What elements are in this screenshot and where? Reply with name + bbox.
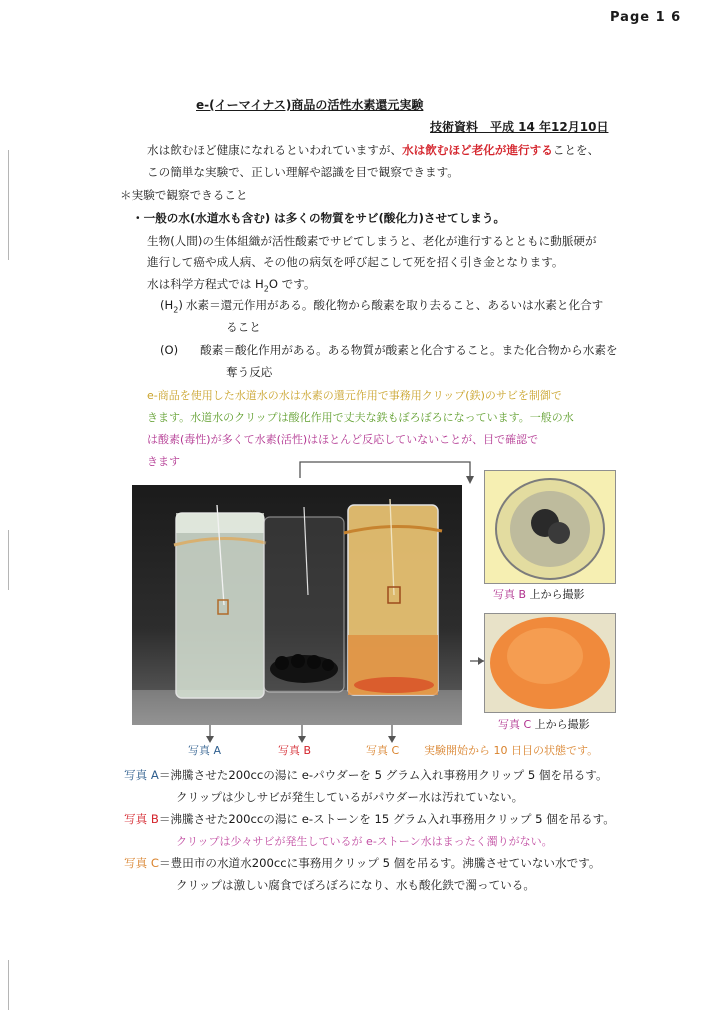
photo-c-illustration [485, 614, 615, 712]
intro-line-1: 水は飲むほど健康になれるといわれていますが、水は飲むほど老化が進行することを、 [147, 143, 600, 157]
intro-line-2: この簡単な実験で、正しい理解や認識を目で観察できます。 [147, 165, 459, 179]
page-number: Page 1 6 [610, 10, 682, 25]
orange-highlight-c [507, 628, 583, 684]
experiment-photo [132, 485, 462, 725]
bullet-statement: ・一般の水(水道水も含む) は多くの物質をサビ(酸化力)させてしまう。 [132, 211, 506, 225]
formula-line: 水は科学方程式では $H_2O$ です。 [147, 277, 316, 294]
paragraph-line-1: 生物(人間)の生体組織が活性酸素でサビてしまうと、老化が進行するとともに動脈硬が [147, 234, 597, 248]
paragraph-line-2: 進行して癌や成人病、その他の病気を呼び起こして死を招く引き金となります。 [147, 255, 564, 269]
photo-b-top-view [484, 470, 616, 584]
caption-b: 写真 B [278, 744, 312, 757]
glass-a-rim [176, 513, 264, 533]
hydrogen-line-cont: ること [226, 320, 261, 334]
colored-paragraph-line-2: きます。水道水のクリップは酸化作用で丈夫な鉄もぼろぼろになっています。一般の水 [147, 411, 574, 424]
colored-paragraph-line-1: e-商品を使用した水道水の水は水素の還元作用で事務用クリップ(鉄)のサビを制御で [147, 389, 562, 402]
colored-paragraph-line-4: きます [147, 455, 180, 468]
photo-b-illustration [485, 471, 615, 583]
stone [291, 654, 305, 668]
document-title: e-(イーマイナス)商品の活性水素還元実験 [196, 98, 424, 112]
arrow-to-photo-b-line [300, 462, 470, 478]
hydrogen-line: $(H_2)$ 水素＝還元作用がある。酸化物から酸素を取り去ること、あるいは水素と化合す [160, 298, 604, 315]
note-c: 写真 C＝豊田市の水道水200ccに事務用クリップ 5 個を吊るす。沸騰させていない水です。 [124, 856, 601, 870]
stones-top-b [548, 522, 570, 544]
stone [275, 656, 289, 670]
arrow-to-photo-b-head [466, 476, 474, 484]
caption-days: 実験開始から 10 日目の状態です。 [424, 744, 599, 757]
caption-c: 写真 C [366, 744, 400, 757]
rust-layer-c [354, 677, 434, 693]
note-a: 写真 A＝沸騰させた200ccの湯に e-パウダーを 5 グラム入れ事務用クリップ 5 個を吊るす。 [124, 768, 608, 782]
colored-paragraph-line-3: は酸素(毒性)が多くて水素(活性)はほとんど反応していないことが、目で確認で [147, 433, 539, 446]
section-heading: ＊実験で観察できること [120, 188, 248, 202]
intro-highlight: 水は飲むほど老化が進行する [402, 143, 553, 157]
note-a-sub: クリップは少しサビが発生しているがパウダー水は汚れていない。 [176, 790, 524, 804]
three-glasses-illustration [132, 485, 462, 725]
photo-c-top-view [484, 613, 616, 713]
caption-a: 写真 A [188, 744, 222, 757]
oxygen-line: (O) 酸素＝酸化作用がある。ある物質が酸素と化合すること。また化合物から水素を [160, 343, 618, 357]
stone [307, 655, 321, 669]
stone [322, 659, 334, 671]
note-b-sub: クリップは少々サビが発生しているが e-ストーン水はまったく濁りがない。 [176, 835, 553, 848]
caption-photo-c-top: 写真 C 上から撮影 [498, 718, 590, 731]
caption-photo-b-top: 写真 B 上から撮影 [493, 588, 585, 601]
tech-info-date: 技術資料 平成 14 年12月10日 [430, 120, 609, 134]
oxygen-line-cont: 奪う反応 [226, 365, 273, 379]
note-c-sub: クリップは激しい腐食でぼろぼろになり、水も酸化鉄で濁っている。 [176, 878, 535, 892]
note-b: 写真 B＝沸騰させた200ccの湯に e-ストーンを 15 グラム入れ事務用クリップ 5 個を吊るす。 [124, 812, 615, 826]
